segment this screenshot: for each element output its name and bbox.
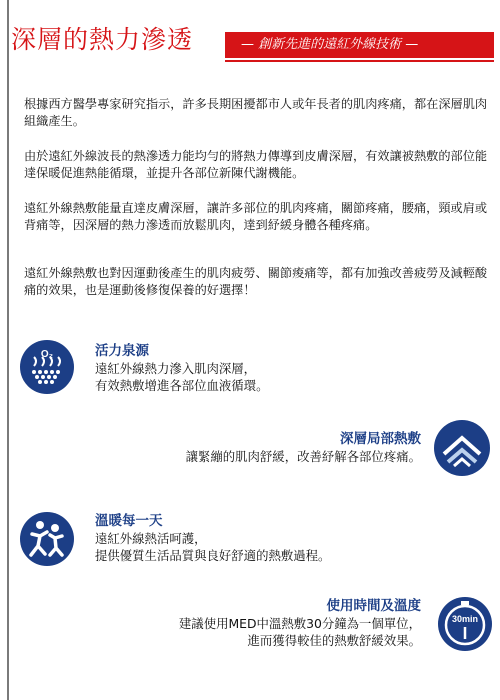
left-margin-rule xyxy=(7,0,9,700)
feature-title: 使用時間及溫度 xyxy=(326,598,421,614)
page-title: 深層的熱力滲透 xyxy=(11,25,194,54)
paragraph-1: 根據西方醫學專家研究指示，許多長期困擾都市人或年長者的肌肉疼痛，都在深層肌肉組織產生。 xyxy=(24,97,488,128)
feature-vitality xyxy=(95,342,268,394)
feature-warm-every-day xyxy=(95,512,330,564)
feature-title: 活力泉源 xyxy=(95,343,149,359)
timer-label: 30min xyxy=(451,614,479,624)
feature-title: 深層局部熱敷 xyxy=(340,431,421,447)
feature-line: 有效熱敷增進各部位血液循環。 xyxy=(95,378,269,393)
feature-line: 建議使用MED中溫熱敷30分鐘為一個單位， xyxy=(178,616,421,631)
header-underline xyxy=(225,60,494,62)
feature-line: 遠紅外線熱活呵護， xyxy=(95,531,207,546)
paragraph-4: 遠紅外線熱敷也對因運動後產生的肌肉疲勞、關節痠痛等，都有加強改善疲勞及減輕酸痛的效果，也是運動後修復保養的好選擇！ xyxy=(24,266,488,297)
page-subtitle: — 創新先進的遠紅外線技術 — xyxy=(241,37,419,52)
page-header xyxy=(11,20,494,64)
deep-layers-chevron-icon xyxy=(434,420,490,476)
active-people-icon xyxy=(20,512,74,566)
oxygen-label: O₂ xyxy=(40,349,54,360)
feature-line: 進而獲得較佳的熱敷舒緩效果。 xyxy=(247,633,421,648)
feature-line: 提供優質生活品質與良好舒適的熱敷過程。 xyxy=(95,548,331,563)
feature-usage-time xyxy=(179,597,421,649)
timer-30min-icon xyxy=(438,597,492,651)
feature-line: 讓緊繃的肌肉舒緩，改善紓解各部位疼痛。 xyxy=(185,449,421,464)
paragraph-3: 遠紅外線熱敷能量直達皮膚深層，讓許多部位的肌肉疼痛，關節疼痛，腰痛，頸或肩或背痛等，因深層的熱力滲透而放鬆肌肉，達到紓緩身體各種疼痛。 xyxy=(24,201,488,232)
oxygen-bubbles-icon xyxy=(20,340,74,394)
feature-line: 遠紅外線熱力滲入肌肉深層， xyxy=(95,361,257,376)
paragraph-2: 由於遠紅外線波長的熱滲透力能均勻的將熱力傳導到皮膚深層，有效讓被熱敷的部位能達保暖促進熱能循環，並提升各部位新陳代謝機能。 xyxy=(24,149,488,180)
feature-deep-heat xyxy=(186,430,421,465)
feature-title: 溫暖每一天 xyxy=(95,513,163,529)
